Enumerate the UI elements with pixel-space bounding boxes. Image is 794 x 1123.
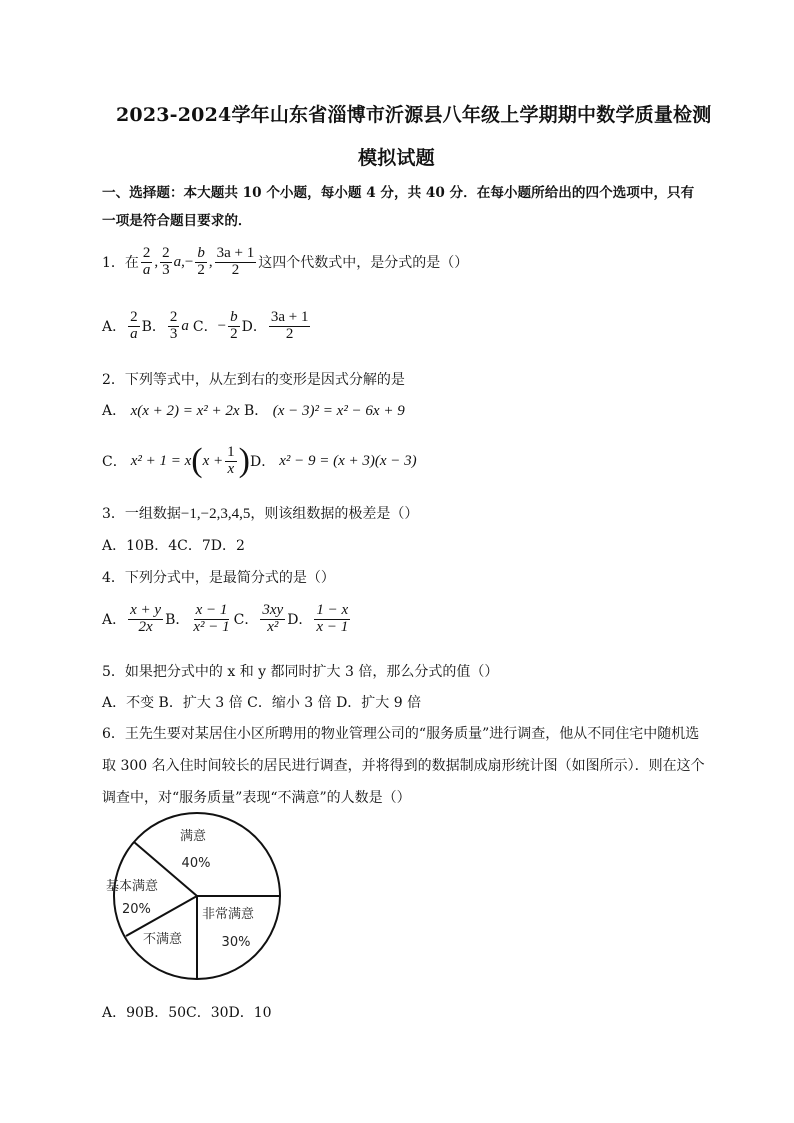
section-instructions-line1: 一、选择题：本大题共 10 个小题，每小题 4 分，共 40 分．在每小题所给出的四个选项中，只有 xyxy=(102,185,695,201)
option-label-d: D． xyxy=(287,612,313,629)
option-d-expression: x² − 9 = (x + 3)(x − 3) xyxy=(279,452,417,469)
question-number: 2． xyxy=(102,372,125,388)
option-label-c: C． xyxy=(233,612,259,629)
option-label-b: B． xyxy=(165,612,190,629)
option-label-a: A． xyxy=(102,612,127,629)
question-2-options-cd: C． x² + 1 = x ( x + $\frac{1}{x}$ ) D． x² − 9 = (x + 3)(x − 3) xyxy=(102,442,417,479)
question-6-options: A．90B．50C．30D．10 xyxy=(102,1005,272,1021)
question-text: 下列等式中，从左到右的变形是因式分解的是 xyxy=(124,372,405,388)
question-number: 6． xyxy=(102,726,125,742)
question-1-options: A． $\frac{2}{a}$ B． $\frac{2}{3}$ a C． − $\frac{b}{2}$ D． $\frac{3a + 1}{2}$ xyxy=(102,309,309,342)
question-1-stem: 1． 在 $\frac{2}{a}$ , $\frac{2}{3}$ a , − $\frac{b}{2}$ , $\frac{3a + 1}{2}$ 这四个代数式中，是分式的是（） xyxy=(102,245,469,278)
question-number: 1． xyxy=(102,255,125,272)
pie-value-satisfied: 40% xyxy=(181,856,211,871)
pie-label-unsatisfied: 不满意 xyxy=(143,932,183,947)
fraction: $\frac{2}{a}$ xyxy=(142,245,151,278)
option-label-b: B． xyxy=(141,319,166,336)
question-5-options: A．不变 B．扩大 3 倍 C．缩小 3 倍 D．扩大 9 倍 xyxy=(102,695,422,711)
document-title-line2: 模拟试题 xyxy=(358,147,435,169)
question-2-options-ab xyxy=(102,400,405,420)
data-set: −1,−2,3,4,5 xyxy=(180,506,251,522)
option-label-a: A． xyxy=(102,319,127,336)
pie-label-basic-satisfied: 基本满意 xyxy=(106,879,159,894)
question-number: 3． xyxy=(102,506,125,522)
document-title-line1: 2023-2024学年山东省淄博市沂源县八年级上学期期中数学质量检测 xyxy=(116,104,712,126)
pie-label-very-satisfied: 非常满意 xyxy=(202,907,255,922)
option-a-fraction: $\frac{x + y}{2x}$ xyxy=(130,602,162,635)
pie-value-basic-satisfied: 20% xyxy=(122,902,151,917)
option-label-c: C． xyxy=(192,319,218,336)
option-c-fraction: $\frac{1}{x}$ xyxy=(227,443,235,477)
question-number: 4． xyxy=(102,570,125,586)
question-6-stem-line3: 调查中，对“服务质量”表现“不满意”的人数是（） xyxy=(102,790,411,806)
fraction: $\frac{2}{3}$ xyxy=(162,245,170,278)
question-number: 5． xyxy=(102,664,125,680)
option-label-a: A． xyxy=(102,403,127,419)
option-c-fraction: $\frac{b}{2}$ xyxy=(230,309,238,342)
option-b-fraction: $\frac{2}{3}$ xyxy=(169,309,178,342)
question-text: 如果把分式中的 x 和 y 都同时扩大 3 倍，那么分式的值（） xyxy=(124,664,499,680)
option-a-expression: x(x + 2) = x² + 2x xyxy=(130,403,240,419)
question-text: 在 xyxy=(124,255,139,272)
section-instructions-line2: 一项是符合题目要求的． xyxy=(102,213,252,229)
question-5-stem xyxy=(102,661,498,681)
option-label-c: C． xyxy=(102,454,127,470)
question-3-options: A．10B．4C．7D．2 xyxy=(102,538,245,554)
option-label-b: B． xyxy=(244,403,269,419)
option-label-d: D． xyxy=(241,319,267,336)
option-d-fraction: $\frac{1 - x}{x - 1}$ xyxy=(316,602,349,635)
option-d-fraction: $\frac{3a + 1}{2}$ xyxy=(270,309,309,342)
fraction: $\frac{b}{2}$ xyxy=(197,245,205,278)
question-4-options xyxy=(102,603,352,636)
question-text: 这四个代数式中，是分式的是（） xyxy=(258,255,469,272)
question-6-stem-line2: 取 300 名入住时间较长的居民进行调查，并将得到的数据制成扇形统计图（如图所示）．则在这个 xyxy=(102,758,705,774)
option-label-d: D． xyxy=(249,454,276,470)
option-b-fraction: $\frac{x - 1}{\text{x² − 1}}$ xyxy=(193,602,230,635)
question-3-stem: 3．一组数据−1,−2,3,4,5，则该组数据的极差是（） xyxy=(102,506,419,522)
question-6-stem-line1: 6．王先生要对某居住小区所聘用的物业管理公司的“服务质量”进行调查，他从不同住宅中随机选 xyxy=(102,726,700,742)
question-2-stem xyxy=(102,369,405,389)
question-4-stem xyxy=(102,567,335,587)
pie-value-very-satisfied: 30% xyxy=(221,935,251,950)
option-c-fraction: $\frac{3xy}{\text{x²}}$ xyxy=(262,602,284,635)
question-text: 下列分式中，是最简分式的是（） xyxy=(124,570,335,586)
option-c-expression: x² + 1 = x xyxy=(130,452,192,469)
pie-label-satisfied: 满意 xyxy=(180,829,207,844)
option-a-fraction: $\frac{2}{a}$ xyxy=(130,309,138,342)
fraction: $\frac{3a + 1}{2}$ xyxy=(216,245,255,278)
pie-chart xyxy=(100,810,300,990)
option-b-expression: (x − 3)² = x² − 6x + 9 xyxy=(272,403,405,419)
